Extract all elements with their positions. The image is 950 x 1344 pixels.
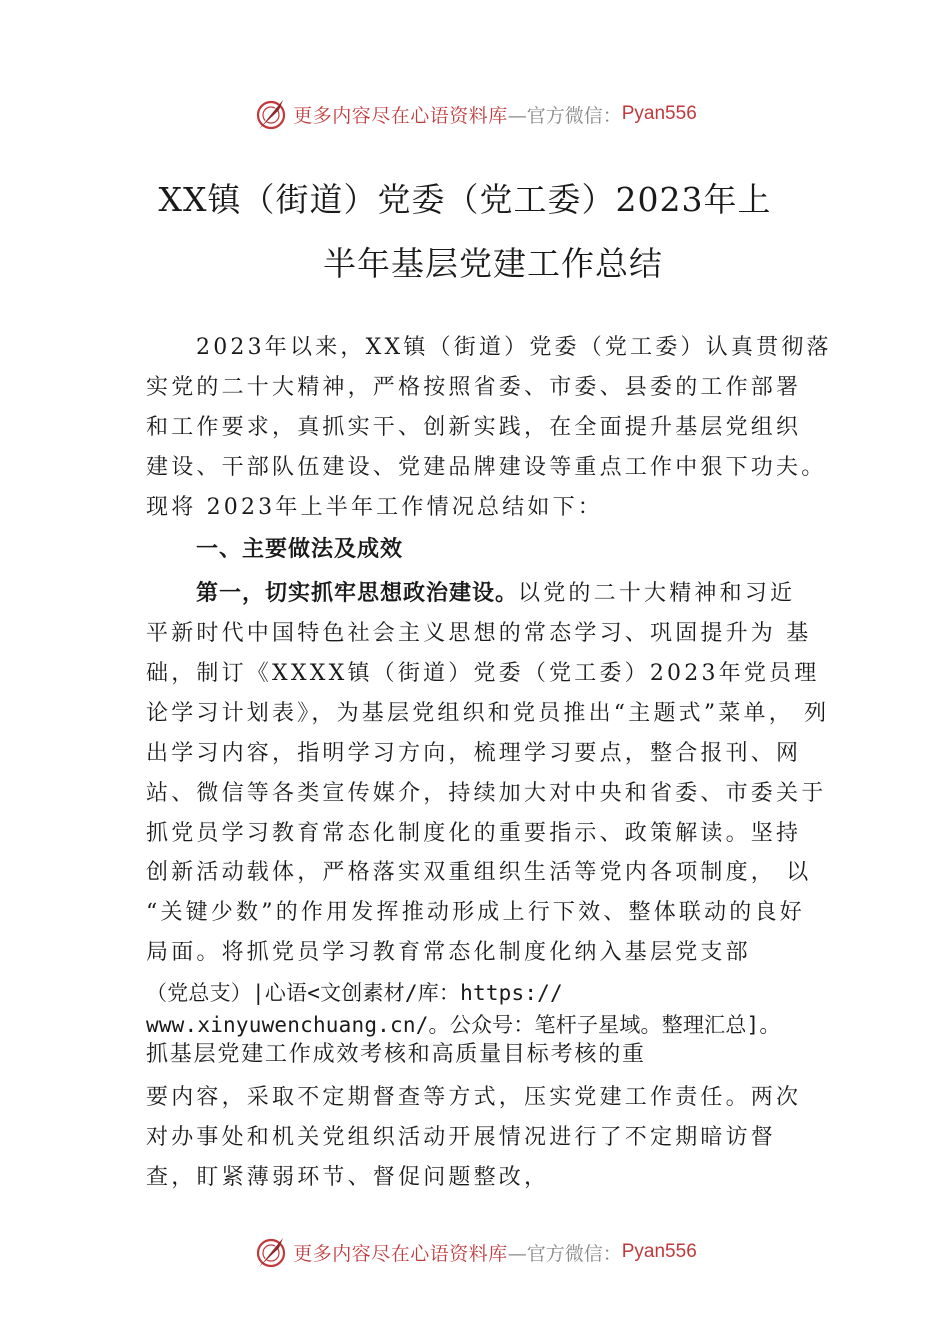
paragraph-lead-rest: 以党的二十大精神和习近 (518, 581, 796, 606)
intro-line: 2023年以来，XX镇（街道）党委（党工委）认真贯彻落 (196, 335, 832, 360)
banner-slogan: 更多内容尽在心语资料库 (293, 1242, 508, 1265)
paragraph-line: 平新时代中国特色社会主义思想的常态学习、巩固提升为 基 (146, 621, 812, 646)
banner-separator: —官方微信： (507, 104, 622, 127)
intro-line: 现将 2023年上半年工作情况总结如下： (146, 495, 603, 520)
source-note-line: （党总支）|心语<文创素材/库：https:// (146, 981, 563, 1005)
banner-wechat-id: Pyan556 (621, 1241, 697, 1262)
paragraph-line: 出学习内容，指明学习方向，梳理学习要点，整合报刊、网 (146, 741, 802, 766)
document-title-line-2: 半年基层党建工作总结 (323, 244, 663, 283)
intro-line: 和工作要求，真抓实干、创新实践，在全面提升基层党组织 (146, 415, 802, 440)
paragraph-lead-bold: 第一，切实抓牢思想政治建设。 (196, 581, 519, 606)
document-title-line-1: XX镇（街道）党委（党工委）2023年上 (158, 180, 772, 219)
paragraph-line: 创新活动载体，严格落实双重组织生活等党内各项制度， 以 (146, 860, 812, 885)
paragraph-line: 要内容，采取不定期督查等方式，压实党建工作责任。两次 (146, 1085, 802, 1110)
paragraph-line: 查，盯紧薄弱环节、督促问题整改， (146, 1165, 550, 1190)
intro-line: 实党的二十大精神，严格按照省委、市委、县委的工作部署 (146, 375, 802, 400)
paragraph-line: “关键少数”的作用发挥推动形成上行下效、整体联动的良好 (146, 900, 805, 925)
banner-wechat-id: Pyan556 (621, 103, 697, 124)
source-note-line: www.xinyuwenchuang.cn/。公众号：笔杆子星域。整理汇总]。 (146, 1013, 781, 1037)
paragraph-lead-line (196, 579, 795, 609)
quill-seal-icon (253, 96, 289, 132)
header-banner (0, 94, 950, 134)
intro-line: 建设、干部队伍建设、党建品牌建设等重点工作中狠下功夫。 (146, 455, 827, 480)
paragraph-line: 础，制订《XXXX镇（街道）党委（党工委）2023年党员理 (146, 661, 820, 686)
paragraph-line: 论学习计划表》，为基层党组织和党员推出“主题式”菜单， 列 (146, 701, 830, 726)
paragraph-line: 抓基层党建工作成效考核和高质量目标考核的重 (146, 1042, 646, 1067)
banner-separator: —官方微信： (507, 1242, 622, 1265)
quill-seal-icon (253, 1234, 289, 1270)
section-heading: 一、主要做法及成效 (196, 537, 404, 562)
paragraph-line: 站、微信等各类宣传媒介，持续加大对中央和省委、市委关于 (146, 781, 827, 806)
paragraph-line: 抓党员学习教育常态化制度化的重要指示、政策解读。坚持 (146, 821, 802, 846)
footer-banner (0, 1232, 950, 1272)
paragraph-line: 对办事处和机关党组织活动开展情况进行了不定期暗访督 (146, 1125, 777, 1150)
banner-slogan: 更多内容尽在心语资料库 (293, 104, 508, 127)
paragraph-line: 局面。将抓党员学习教育常态化制度化纳入基层党支部 (146, 940, 751, 965)
